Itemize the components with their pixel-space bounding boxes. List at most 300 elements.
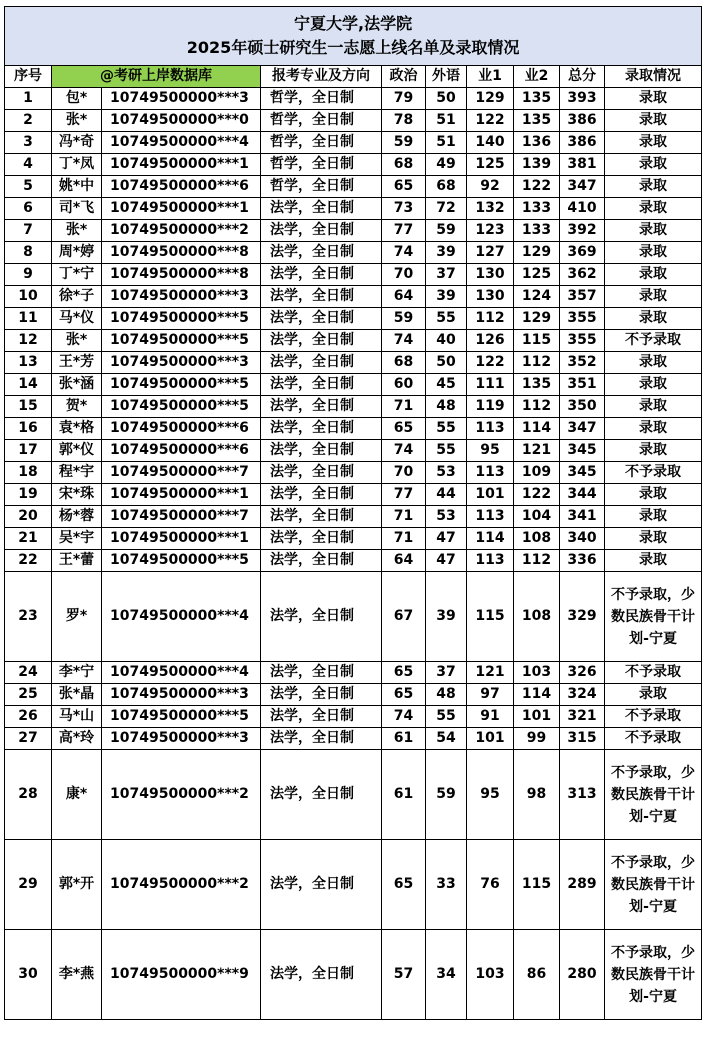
table-row [5,220,702,242]
cell-course1: 122 [467,110,514,132]
cell-course1: 91 [467,706,514,728]
title-line-2: 2025年硕士研究生一志愿上线名单及录取情况 [186,38,520,57]
header-foreign: 外语 [426,66,467,88]
cell-name: 张* [52,330,102,352]
cell-total: 280 [560,930,605,1020]
cell-status: 不予录取 [605,662,702,684]
cell-foreign: 49 [426,154,467,176]
table-row [5,132,702,154]
table-body [5,88,702,1020]
cell-course2: 108 [514,528,560,550]
cell-total: 347 [560,418,605,440]
cell-name: 冯*奇 [52,132,102,154]
cell-status: 录取 [605,684,702,706]
cell-course1: 101 [467,484,514,506]
table-row [5,528,702,550]
table-row [5,506,702,528]
cell-total: 350 [560,396,605,418]
table-row [5,840,702,930]
cell-total: 347 [560,176,605,198]
cell-total: 345 [560,440,605,462]
cell-course2: 115 [514,840,560,930]
cell-id: 10749500000***7 [102,506,261,528]
cell-index: 1 [5,88,52,110]
table-row [5,308,702,330]
cell-total: 410 [560,198,605,220]
cell-major: 法学，全日制 [261,462,382,484]
table-row [5,750,702,840]
cell-index: 13 [5,352,52,374]
cell-index: 25 [5,684,52,706]
cell-name: 徐*子 [52,286,102,308]
cell-status: 录取 [605,506,702,528]
cell-status: 录取 [605,308,702,330]
cell-politics: 77 [382,484,426,506]
cell-foreign: 39 [426,572,467,662]
cell-major: 法学，全日制 [261,308,382,330]
cell-id: 10749500000***9 [102,930,261,1020]
cell-course2: 133 [514,198,560,220]
cell-course1: 132 [467,198,514,220]
cell-foreign: 44 [426,484,467,506]
cell-id: 10749500000***2 [102,840,261,930]
cell-name: 吴*宇 [52,528,102,550]
cell-foreign: 59 [426,750,467,840]
cell-id: 10749500000***1 [102,528,261,550]
cell-index: 16 [5,418,52,440]
cell-major: 法学，全日制 [261,264,382,286]
cell-politics: 73 [382,198,426,220]
cell-id: 10749500000***3 [102,684,261,706]
cell-index: 27 [5,728,52,750]
cell-index: 4 [5,154,52,176]
cell-index: 7 [5,220,52,242]
header-major: 报考专业及方向 [261,66,382,88]
cell-status: 录取 [605,220,702,242]
table-row [5,154,702,176]
cell-course2: 86 [514,930,560,1020]
cell-id: 10749500000***8 [102,264,261,286]
cell-name: 姚*中 [52,176,102,198]
cell-status: 录取 [605,242,702,264]
cell-politics: 74 [382,242,426,264]
cell-politics: 61 [382,750,426,840]
cell-name: 郭*仪 [52,440,102,462]
cell-total: 352 [560,352,605,374]
cell-course1: 130 [467,264,514,286]
cell-politics: 68 [382,352,426,374]
cell-id: 10749500000***4 [102,662,261,684]
table-row [5,286,702,308]
cell-course1: 103 [467,930,514,1020]
cell-major: 法学，全日制 [261,662,382,684]
cell-status: 不予录取，少数民族骨干计划-宁夏 [605,572,702,662]
cell-foreign: 37 [426,264,467,286]
cell-course1: 113 [467,506,514,528]
header-course2: 业2 [514,66,560,88]
cell-id: 10749500000***3 [102,352,261,374]
cell-politics: 68 [382,154,426,176]
cell-id: 10749500000***3 [102,728,261,750]
cell-politics: 77 [382,220,426,242]
cell-course2: 114 [514,684,560,706]
cell-major: 法学，全日制 [261,930,382,1020]
cell-course1: 119 [467,396,514,418]
cell-course1: 130 [467,286,514,308]
cell-status: 不予录取 [605,706,702,728]
header-index: 序号 [5,66,52,88]
cell-course1: 122 [467,352,514,374]
cell-status: 录取 [605,484,702,506]
cell-foreign: 39 [426,286,467,308]
cell-foreign: 51 [426,110,467,132]
cell-course2: 109 [514,462,560,484]
cell-total: 393 [560,88,605,110]
cell-foreign: 54 [426,728,467,750]
cell-course1: 76 [467,840,514,930]
cell-status: 录取 [605,550,702,572]
cell-id: 10749500000***6 [102,440,261,462]
cell-politics: 74 [382,440,426,462]
cell-course1: 101 [467,728,514,750]
cell-course1: 125 [467,154,514,176]
cell-index: 9 [5,264,52,286]
cell-major: 法学，全日制 [261,528,382,550]
cell-index: 14 [5,374,52,396]
table-row [5,684,702,706]
cell-course2: 133 [514,220,560,242]
cell-major: 法学，全日制 [261,484,382,506]
cell-index: 20 [5,506,52,528]
cell-major: 法学，全日制 [261,684,382,706]
cell-status: 录取 [605,154,702,176]
header-politics: 政治 [382,66,426,88]
cell-course1: 123 [467,220,514,242]
cell-course1: 97 [467,684,514,706]
title-line-1: 宁夏大学,法学院 [294,14,413,33]
cell-politics: 71 [382,396,426,418]
cell-major: 法学，全日制 [261,374,382,396]
cell-course2: 125 [514,264,560,286]
cell-politics: 70 [382,462,426,484]
cell-index: 30 [5,930,52,1020]
cell-course1: 111 [467,374,514,396]
table-row [5,176,702,198]
cell-name: 郭*开 [52,840,102,930]
cell-total: 355 [560,330,605,352]
cell-status: 录取 [605,264,702,286]
cell-course2: 121 [514,440,560,462]
header-course1: 业1 [467,66,514,88]
cell-politics: 65 [382,176,426,198]
cell-total: 357 [560,286,605,308]
cell-name: 袁*格 [52,418,102,440]
cell-politics: 65 [382,684,426,706]
cell-name: 王*蕾 [52,550,102,572]
cell-course1: 113 [467,550,514,572]
table-row [5,462,702,484]
cell-course1: 92 [467,176,514,198]
table-row [5,110,702,132]
cell-id: 10749500000***8 [102,242,261,264]
cell-name: 康* [52,750,102,840]
cell-foreign: 55 [426,440,467,462]
cell-total: 341 [560,506,605,528]
cell-name: 张* [52,110,102,132]
cell-major: 法学，全日制 [261,242,382,264]
cell-politics: 74 [382,330,426,352]
cell-foreign: 40 [426,330,467,352]
cell-foreign: 72 [426,198,467,220]
cell-id: 10749500000***4 [102,132,261,154]
header-total: 总分 [560,66,605,88]
cell-course2: 114 [514,418,560,440]
cell-index: 24 [5,662,52,684]
cell-foreign: 34 [426,930,467,1020]
cell-name: 高*玲 [52,728,102,750]
cell-politics: 59 [382,308,426,330]
cell-course2: 108 [514,572,560,662]
cell-index: 8 [5,242,52,264]
cell-major: 哲学，全日制 [261,88,382,110]
cell-politics: 65 [382,418,426,440]
cell-major: 哲学，全日制 [261,132,382,154]
cell-status: 录取 [605,374,702,396]
cell-status: 录取 [605,176,702,198]
cell-id: 10749500000***5 [102,396,261,418]
cell-total: 321 [560,706,605,728]
table-row [5,374,702,396]
cell-id: 10749500000***5 [102,550,261,572]
cell-status: 录取 [605,396,702,418]
table-row [5,484,702,506]
cell-name: 程*宇 [52,462,102,484]
cell-id: 10749500000***1 [102,198,261,220]
cell-id: 10749500000***2 [102,750,261,840]
cell-major: 哲学，全日制 [261,154,382,176]
cell-foreign: 48 [426,684,467,706]
cell-total: 369 [560,242,605,264]
cell-total: 344 [560,484,605,506]
table-row [5,550,702,572]
cell-major: 法学，全日制 [261,198,382,220]
cell-foreign: 50 [426,88,467,110]
cell-major: 哲学，全日制 [261,176,382,198]
cell-status: 录取 [605,198,702,220]
cell-total: 329 [560,572,605,662]
cell-course2: 99 [514,728,560,750]
cell-politics: 64 [382,550,426,572]
cell-total: 289 [560,840,605,930]
cell-major: 法学，全日制 [261,286,382,308]
cell-index: 2 [5,110,52,132]
cell-foreign: 47 [426,550,467,572]
cell-foreign: 37 [426,662,467,684]
cell-foreign: 55 [426,308,467,330]
cell-course2: 104 [514,506,560,528]
cell-foreign: 55 [426,418,467,440]
cell-course2: 135 [514,88,560,110]
cell-index: 22 [5,550,52,572]
cell-status: 不予录取 [605,728,702,750]
cell-major: 法学，全日制 [261,418,382,440]
table-row [5,930,702,1020]
table-row [5,418,702,440]
cell-id: 10749500000***3 [102,88,261,110]
cell-politics: 65 [382,662,426,684]
cell-id: 10749500000***6 [102,176,261,198]
cell-foreign: 39 [426,242,467,264]
cell-id: 10749500000***2 [102,220,261,242]
cell-major: 法学，全日制 [261,220,382,242]
cell-foreign: 48 [426,396,467,418]
cell-index: 11 [5,308,52,330]
cell-name: 马*山 [52,706,102,728]
cell-index: 26 [5,706,52,728]
cell-course2: 112 [514,352,560,374]
cell-total: 386 [560,132,605,154]
cell-politics: 59 [382,132,426,154]
table-row [5,728,702,750]
cell-status: 录取 [605,352,702,374]
cell-politics: 64 [382,286,426,308]
cell-course1: 121 [467,662,514,684]
cell-course1: 113 [467,462,514,484]
cell-foreign: 68 [426,176,467,198]
cell-major: 法学，全日制 [261,572,382,662]
cell-index: 15 [5,396,52,418]
cell-index: 6 [5,198,52,220]
cell-course2: 135 [514,110,560,132]
table-row [5,396,702,418]
cell-index: 18 [5,462,52,484]
cell-major: 法学，全日制 [261,440,382,462]
cell-status: 不予录取，少数民族骨干计划-宁夏 [605,840,702,930]
cell-politics: 57 [382,930,426,1020]
cell-major: 法学，全日制 [261,506,382,528]
cell-course2: 122 [514,484,560,506]
cell-id: 10749500000***1 [102,154,261,176]
cell-name: 包* [52,88,102,110]
cell-status: 录取 [605,110,702,132]
cell-id: 10749500000***5 [102,308,261,330]
cell-index: 5 [5,176,52,198]
cell-major: 法学，全日制 [261,330,382,352]
table-row [5,572,702,662]
cell-course1: 95 [467,750,514,840]
cell-politics: 74 [382,706,426,728]
cell-total: 392 [560,220,605,242]
cell-status: 不予录取，少数民族骨干计划-宁夏 [605,750,702,840]
header-id: @考研上岸数据库 [52,66,261,88]
cell-course1: 114 [467,528,514,550]
cell-id: 10749500000***6 [102,418,261,440]
cell-status: 录取 [605,418,702,440]
cell-course2: 103 [514,662,560,684]
header-row [5,66,702,88]
cell-course1: 112 [467,308,514,330]
cell-major: 法学，全日制 [261,396,382,418]
cell-course2: 122 [514,176,560,198]
cell-total: 340 [560,528,605,550]
cell-status: 录取 [605,528,702,550]
table-row [5,330,702,352]
cell-total: 324 [560,684,605,706]
cell-index: 3 [5,132,52,154]
table-row [5,88,702,110]
cell-index: 17 [5,440,52,462]
cell-major: 法学，全日制 [261,352,382,374]
cell-foreign: 59 [426,220,467,242]
cell-politics: 79 [382,88,426,110]
cell-course2: 98 [514,750,560,840]
cell-major: 法学，全日制 [261,728,382,750]
cell-status: 不予录取 [605,330,702,352]
cell-total: 313 [560,750,605,840]
table-row [5,440,702,462]
cell-major: 哲学，全日制 [261,110,382,132]
cell-course2: 129 [514,242,560,264]
cell-course1: 126 [467,330,514,352]
cell-politics: 78 [382,110,426,132]
cell-name: 张*涵 [52,374,102,396]
cell-major: 法学，全日制 [261,750,382,840]
cell-major: 法学，全日制 [261,840,382,930]
cell-politics: 70 [382,264,426,286]
cell-id: 10749500000***0 [102,110,261,132]
cell-foreign: 51 [426,132,467,154]
cell-id: 10749500000***1 [102,484,261,506]
cell-course2: 139 [514,154,560,176]
cell-major: 法学，全日制 [261,550,382,572]
cell-total: 381 [560,154,605,176]
cell-name: 周*婷 [52,242,102,264]
cell-politics: 60 [382,374,426,396]
cell-course2: 135 [514,374,560,396]
cell-name: 丁*凤 [52,154,102,176]
cell-foreign: 55 [426,706,467,728]
cell-major: 法学，全日制 [261,706,382,728]
cell-id: 10749500000***5 [102,374,261,396]
cell-total: 326 [560,662,605,684]
cell-name: 马*仪 [52,308,102,330]
cell-index: 28 [5,750,52,840]
cell-course2: 129 [514,308,560,330]
cell-course1: 129 [467,88,514,110]
header-status: 录取情况 [605,66,702,88]
cell-index: 10 [5,286,52,308]
cell-name: 宋*珠 [52,484,102,506]
cell-index: 29 [5,840,52,930]
cell-total: 345 [560,462,605,484]
cell-name: 罗* [52,572,102,662]
cell-course2: 124 [514,286,560,308]
cell-index: 19 [5,484,52,506]
cell-name: 张*晶 [52,684,102,706]
cell-foreign: 50 [426,352,467,374]
cell-name: 李*燕 [52,930,102,1020]
cell-course1: 113 [467,418,514,440]
table-row [5,352,702,374]
table-row [5,198,702,220]
cell-index: 12 [5,330,52,352]
cell-politics: 65 [382,840,426,930]
cell-foreign: 53 [426,506,467,528]
cell-foreign: 47 [426,528,467,550]
table-row [5,242,702,264]
cell-status: 录取 [605,440,702,462]
cell-name: 张* [52,220,102,242]
